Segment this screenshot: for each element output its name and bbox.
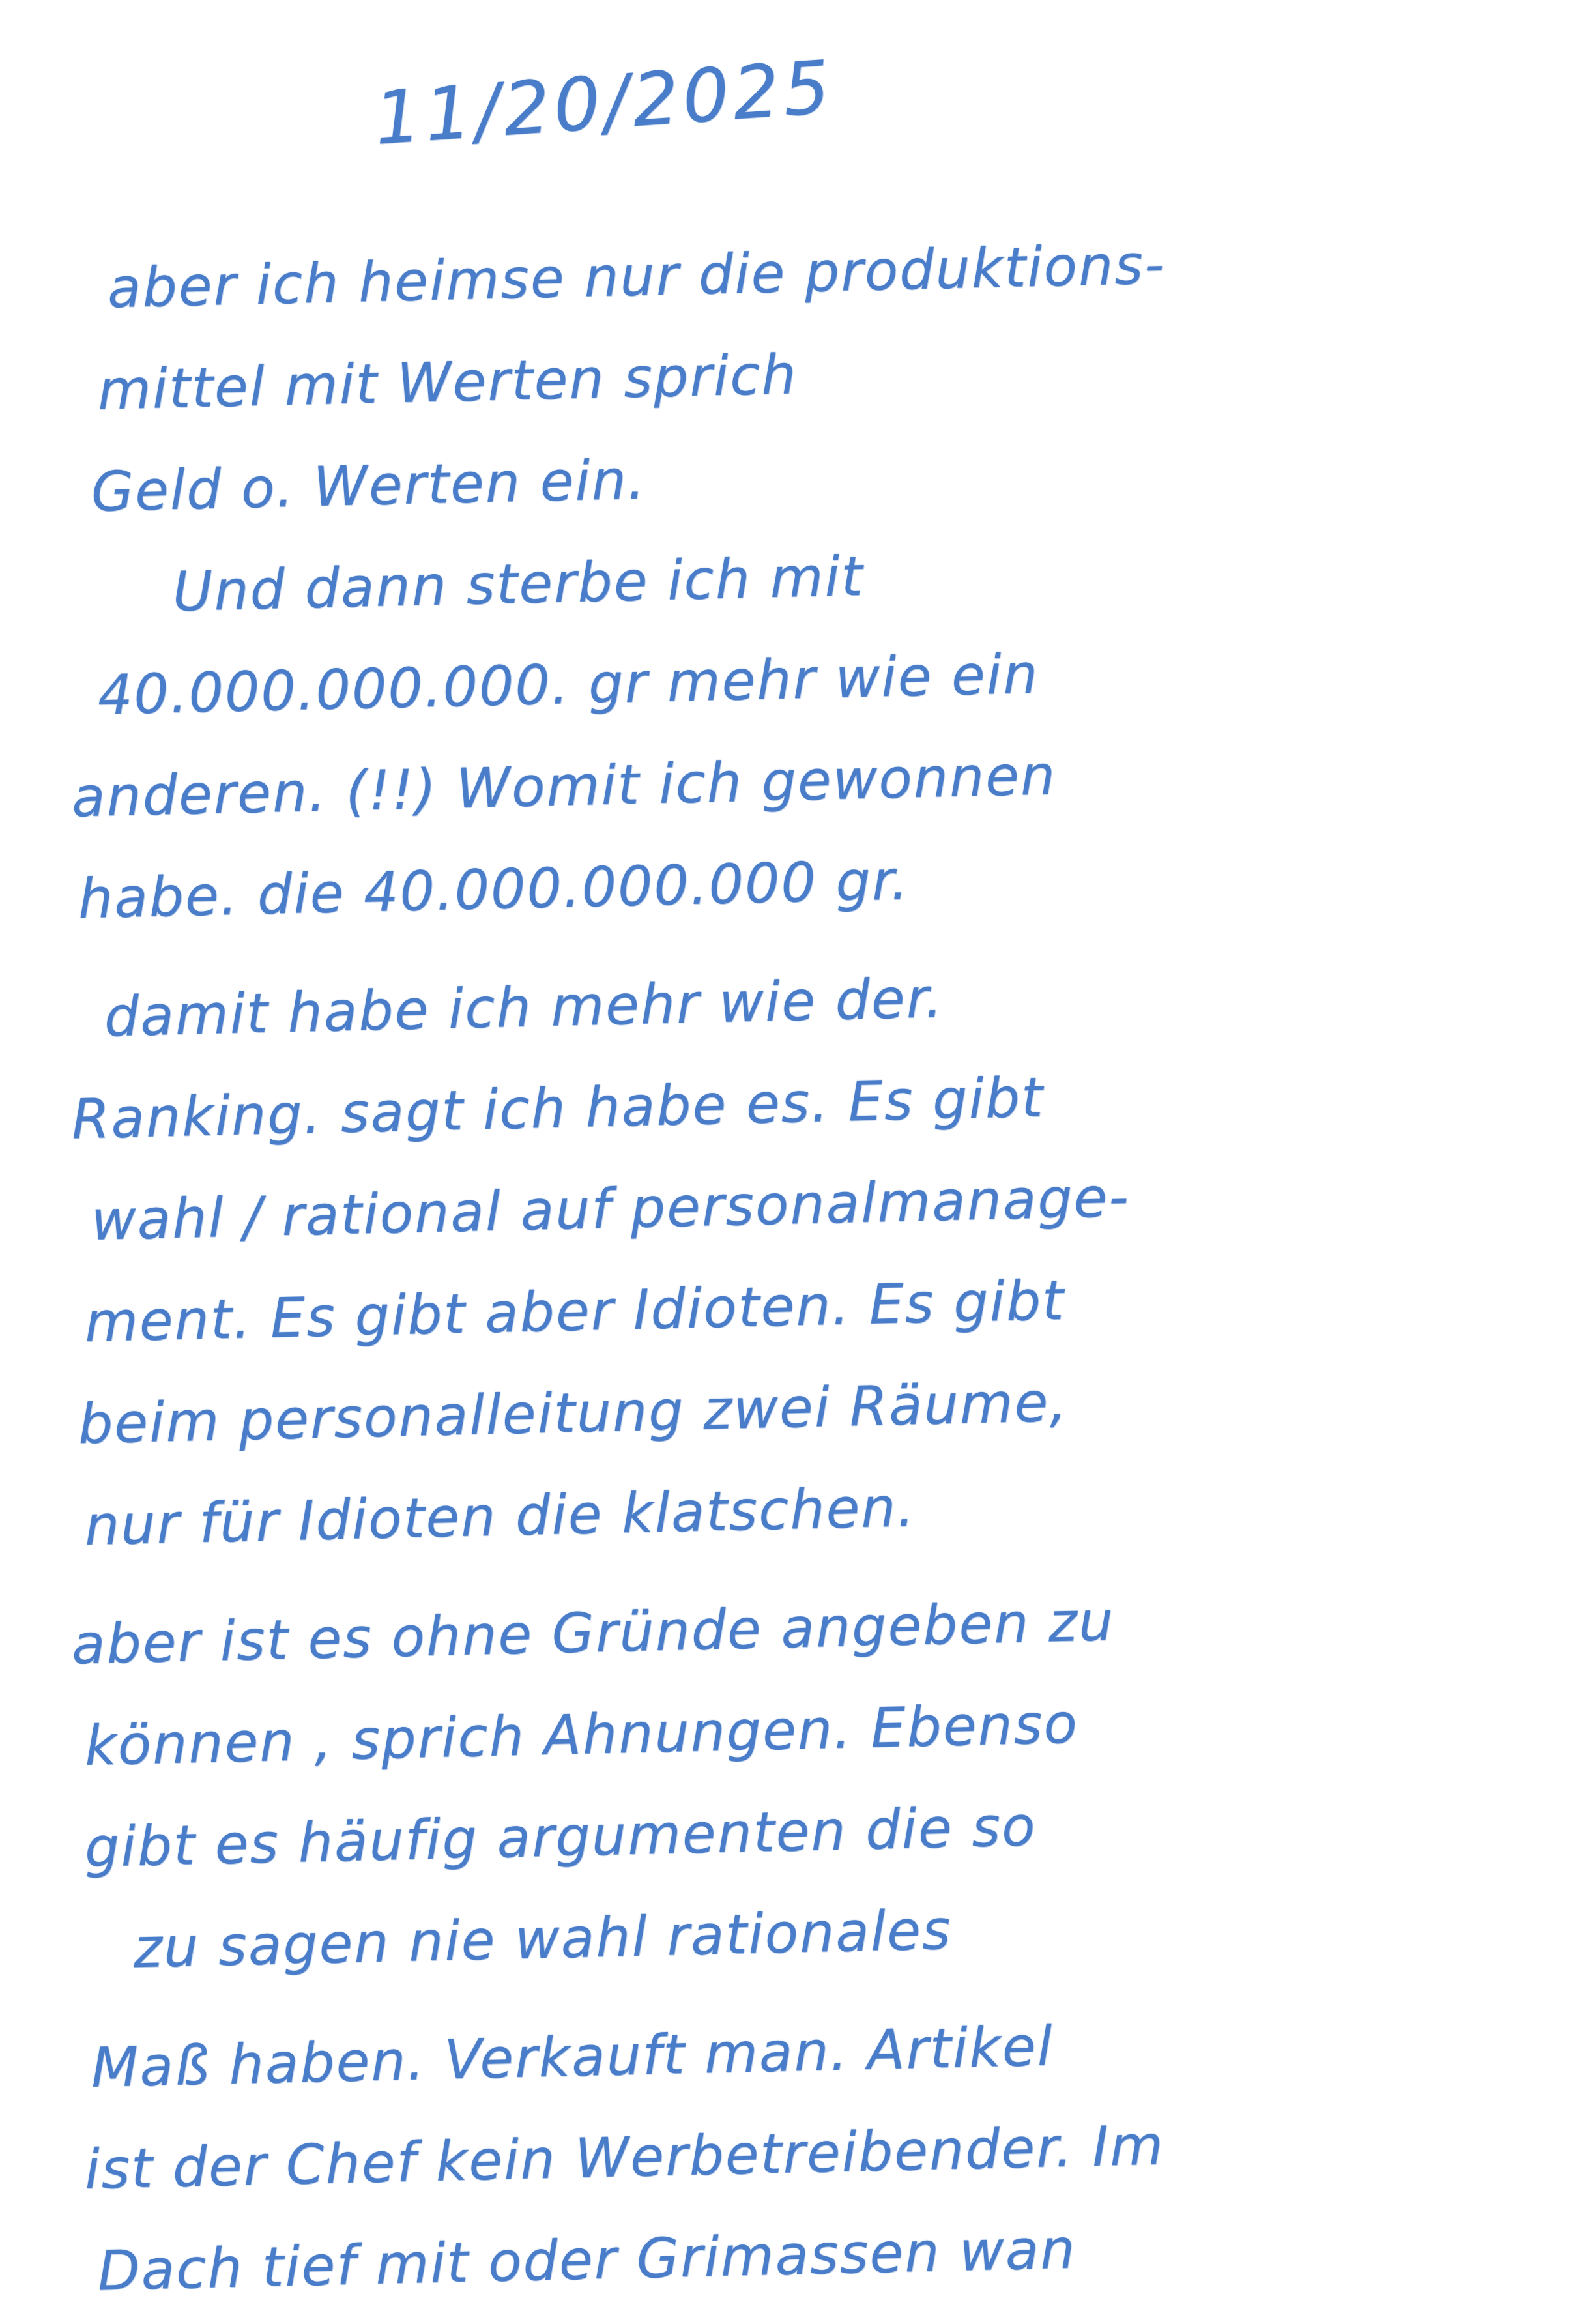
handwritten-line: aber ich heimse nur die produktions- [106, 232, 1166, 321]
handwritten-line: können , sprich Ahnungen. Ebenso [83, 1691, 1079, 1779]
handwritten-line: 40.000.000.000. gr mehr wie ein [96, 641, 1040, 727]
note-body [0, 232, 1574, 2324]
handwritten-line: nur für Idioten die klatschen. [83, 1475, 917, 1558]
handwritten-line: zu sagen nie wahl rationales [132, 1897, 953, 1981]
handwritten-line: ist der Chef kein Werbetreibender. Im [83, 2113, 1165, 2202]
handwritten-line: wahl / rational auf personalmanage- [90, 1165, 1131, 1253]
handwritten-line: Dach tief mit oder Grimassen wan [96, 2216, 1077, 2303]
handwritten-line: anderen. (!!) Womit ich gewonnen [70, 743, 1058, 830]
handwritten-line: Maß haben. Verkauft man. Artikel [90, 2014, 1054, 2100]
handwritten-line: Geld o. Werten ein. [90, 447, 647, 524]
handwritten-line: damit habe ich mehr wie der. [103, 966, 945, 1049]
handwritten-line: gibt es häufig argumenten die so [83, 1794, 1037, 1880]
handwritten-line: ment. Es gibt aber Idioten. Es gibt [83, 1268, 1066, 1355]
handwritten-line: aber ist es ohne Gründe angeben zu [70, 1589, 1116, 1677]
handwritten-line: Ranking. sagt ich habe es. Es gibt [70, 1065, 1045, 1152]
handwritten-line: habe. die 40.000.000.000 gr. [77, 848, 910, 931]
note-date: 11/20/2025 [371, 44, 837, 162]
handwritten-line: Und dann sterbe ich mit [171, 544, 865, 624]
handwritten-line: beim personalleitung zwei Räume, [77, 1369, 1069, 1457]
handwritten-line: mittel mit Werten sprich [96, 342, 798, 422]
